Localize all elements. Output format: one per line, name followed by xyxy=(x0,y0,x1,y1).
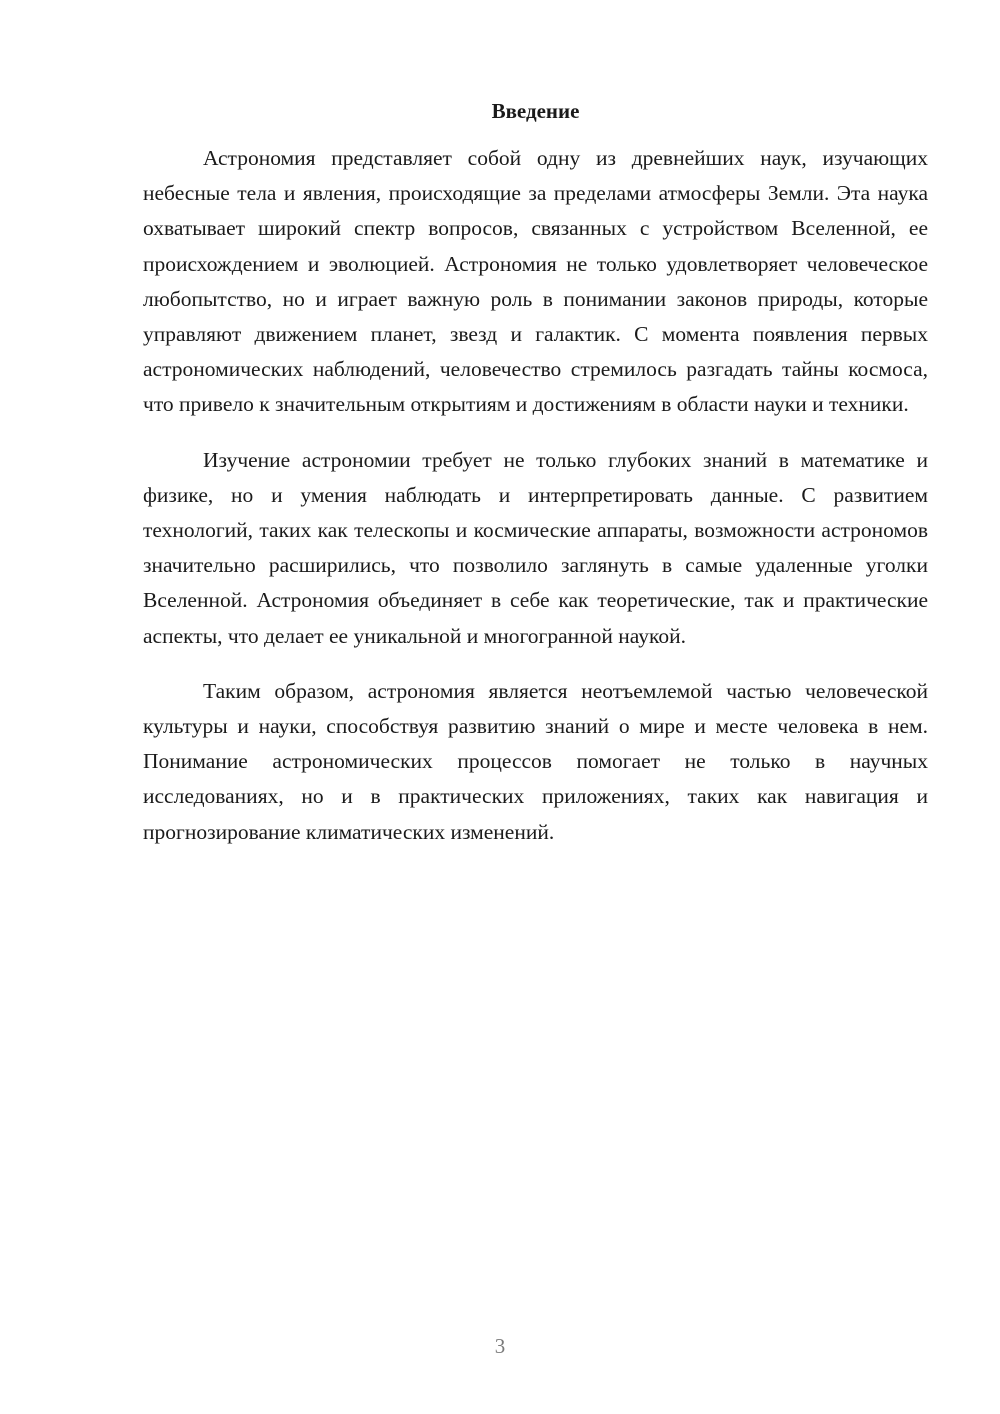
paragraph-2: Изучение астрономии требует не только глубоких знаний в математике и физике, но и умения наблюдать и интерпретировать данные. С развитием технологий, таких как телескопы и космические аппараты, возможности астрономов значительно расширились, что позволило заглянуть в самые удаленные уголки Вселенной. Астрономия объединяет в себе как теоретические, так и практические аспекты, что делает ее уникальной и многогранной наукой. xyxy=(143,447,928,648)
page-number: 3 xyxy=(494,1334,506,1358)
section-heading: Введение xyxy=(491,99,580,123)
paragraph-3: Таким образом, астрономия является неотъемлемой частью человеческой культуры и науки, способствуя развитию знаний о мире и месте человека в нем. Понимание астрономических процессов помогает не только в научных исследованиях, но и в практических приложениях, таких как навигация и прогнозирование климатических изменений. xyxy=(143,678,928,844)
document-body xyxy=(143,141,928,870)
paragraph-1: Астрономия представляет собой одну из древнейших наук, изучающих небесные тела и явления, происходящие за пределами атмосферы Земли. Эта наука охватывает широкий спектр вопросов, связанных с устройством Вселенной, ее происхождением и эволюцией. Астрономия не только удовлетворяет человеческое любопытство, но и играет важную роль в понимании законов природы, которые управляют движением планет, звезд и галактик. С момента появления первых астрономических наблюдений, человечество стремилось разгадать тайны космоса, что привело к значительным открытиям и достижениям в области науки и техники. xyxy=(143,146,928,417)
